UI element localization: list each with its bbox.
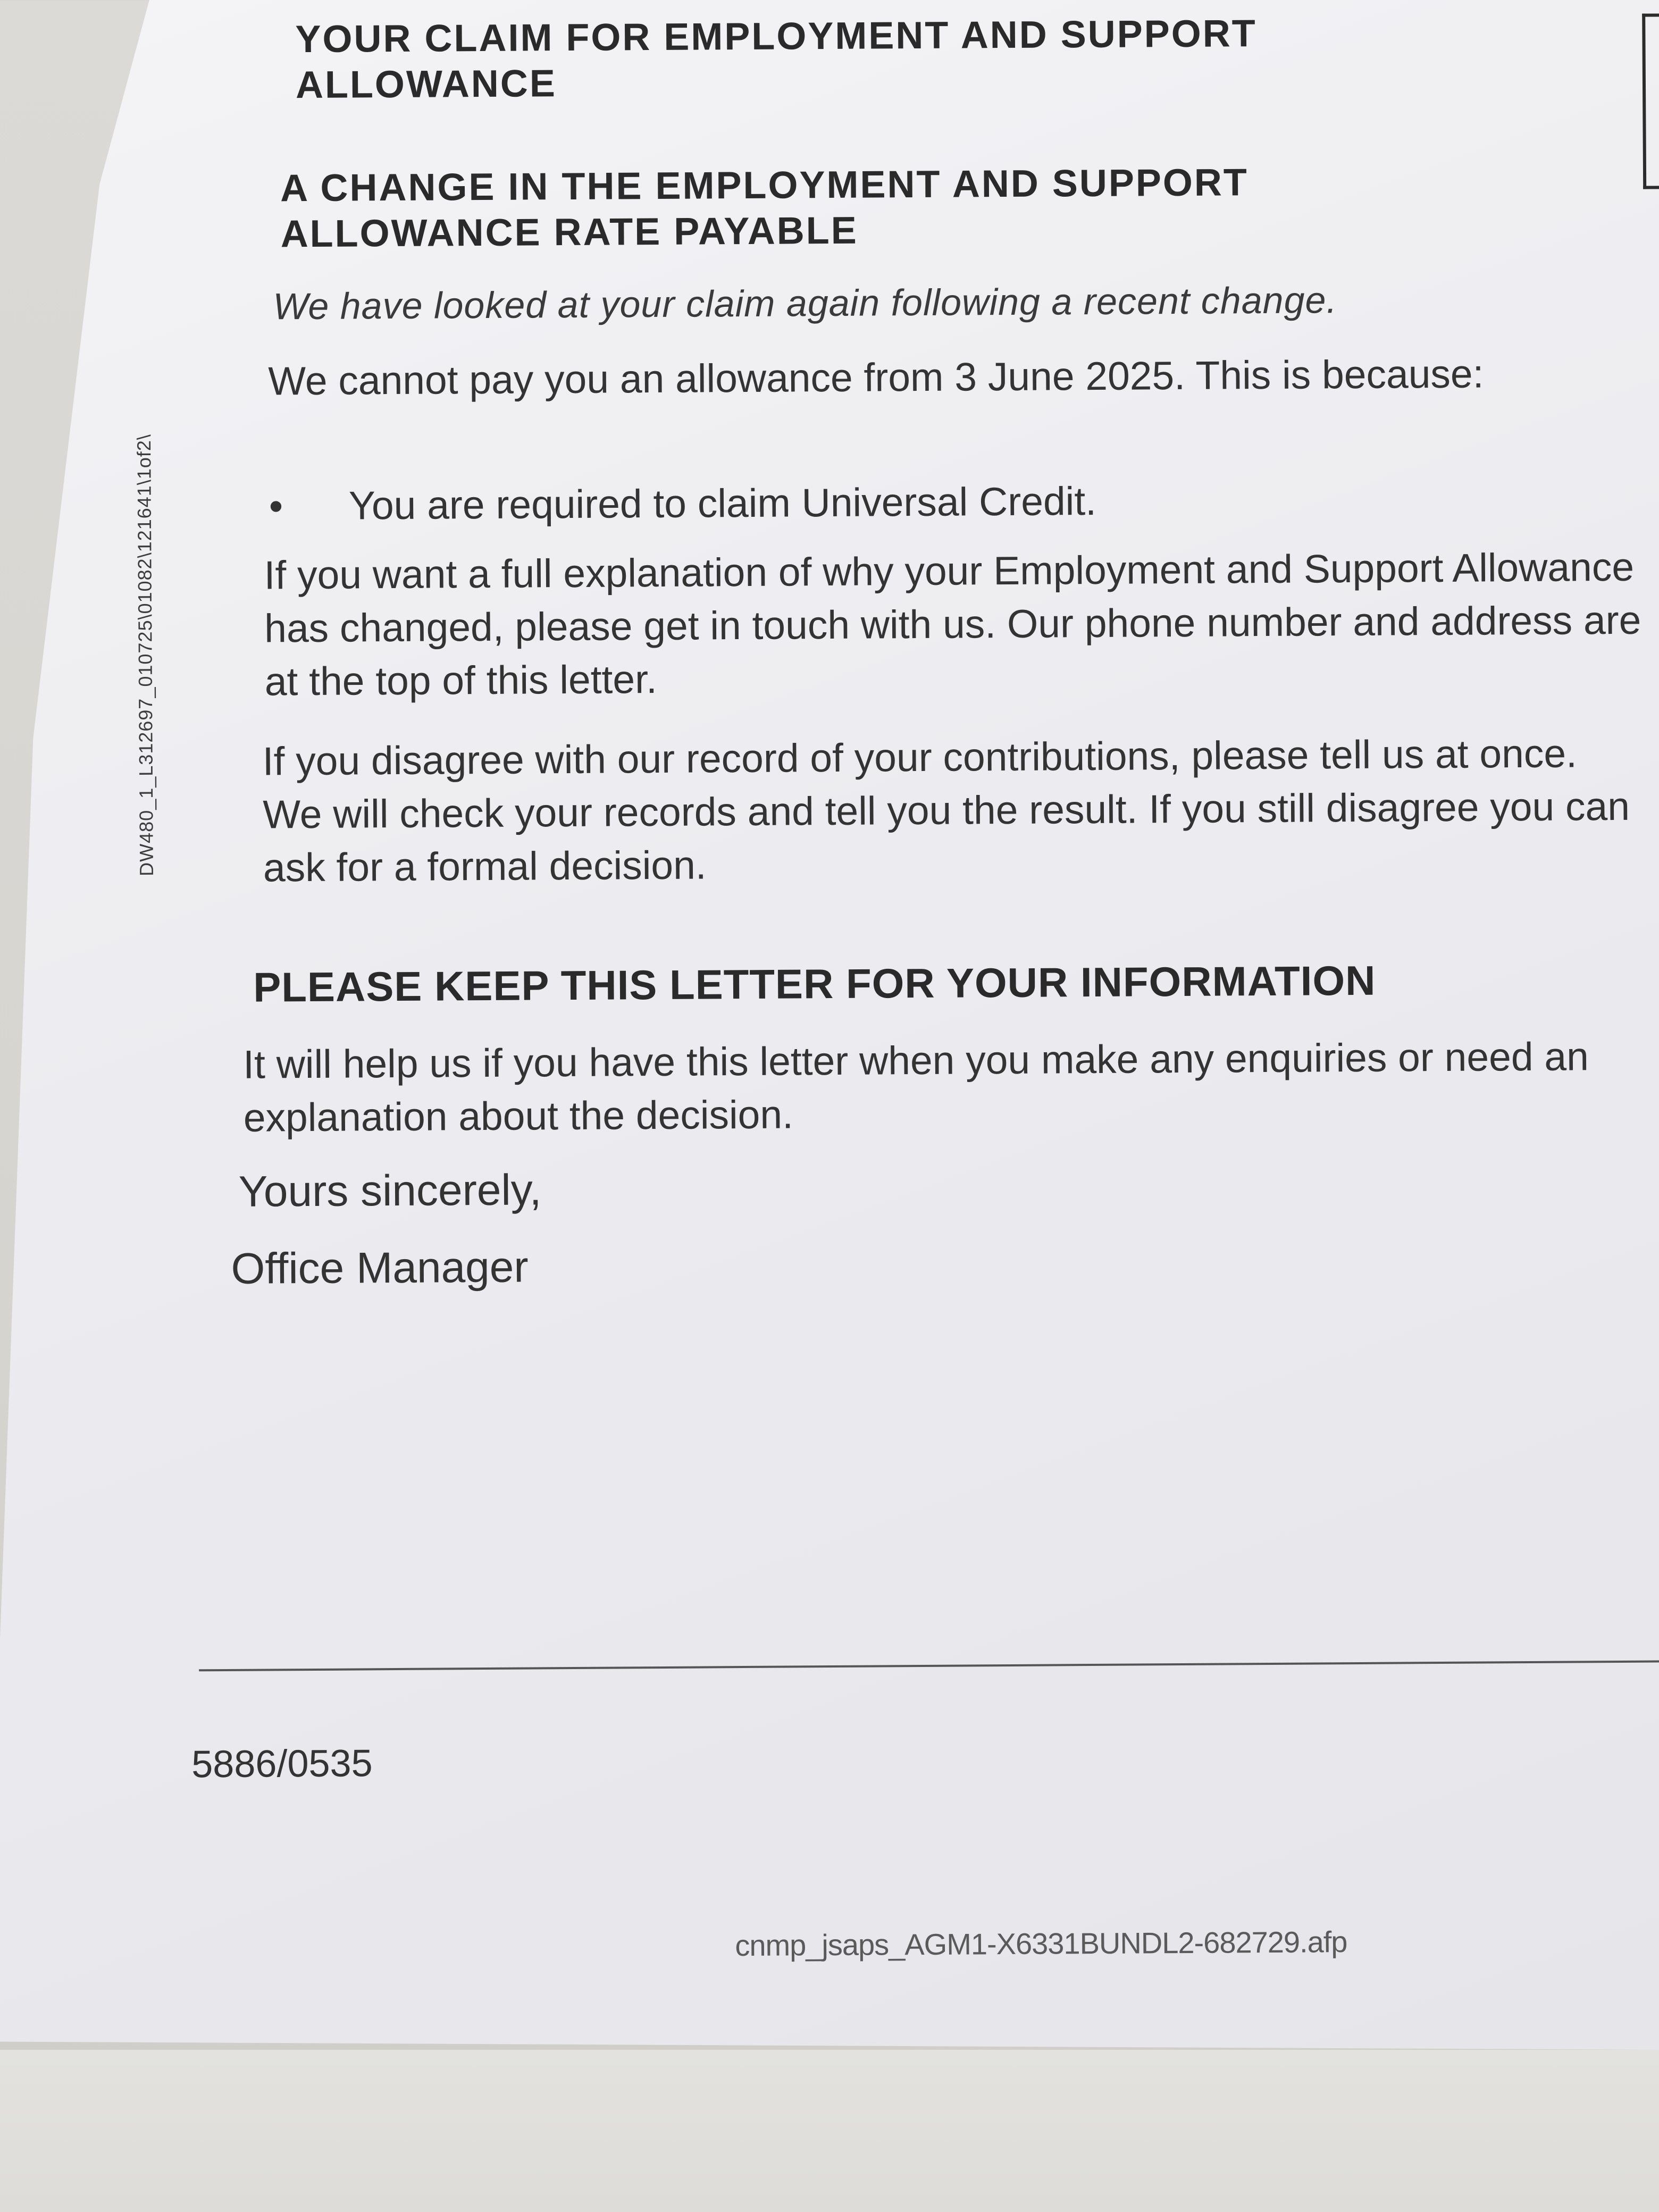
footer-divider [199,1660,1659,1671]
background-surface [0,2050,1659,2212]
signatory-title: Office Manager [231,1243,529,1293]
cannot-pay-paragraph: We cannot pay you an allowance from 3 June 2025. This is because: [268,351,1484,404]
rate-change-heading: A CHANGE IN THE EMPLOYMENT AND SUPPORT ALLOWANCE RATE PAYABLE [280,161,1249,256]
intro-paragraph: We have looked at your claim again following a recent change. [273,279,1338,328]
claim-heading: YOUR CLAIM FOR EMPLOYMENT AND SUPPORT ALLOWANCE [295,12,1257,107]
print-filename: cnmp_jsaps_AGM1-X6331BUNDL2-682729.afp [735,1925,1347,1963]
reason-list-item [269,472,1545,533]
keep-letter-heading: PLEASE KEEP THIS LETTER FOR YOUR INFORMATION [253,957,1376,1011]
bullet-icon: • [269,483,283,529]
address-box-edge [1642,13,1659,189]
reason-text: You are required to claim Universal Credit. [348,478,1097,528]
closing-salutation: Yours sincerely, [238,1166,542,1216]
reference-number: 5886/0535 [191,1742,373,1786]
keep-letter-paragraph: It will help us if you have this letter when you make any enquiries or need an explanation about the decision. [242,1034,1589,1140]
explanation-paragraph: If you want a full explanation of why your Employment and Support Allowance has changed, please get in touch with us. Our phone number and address are at the top of this letter. [264,544,1641,704]
side-reference-code: DW480_1_L312697_010725\01082\121641\1of2\ [132,434,158,877]
disagree-paragraph: If you disagree with our record of your contributions, please tell us at once. We will check your records and tell you the result. If you still disagree you can ask for a formal decision. [262,731,1630,890]
